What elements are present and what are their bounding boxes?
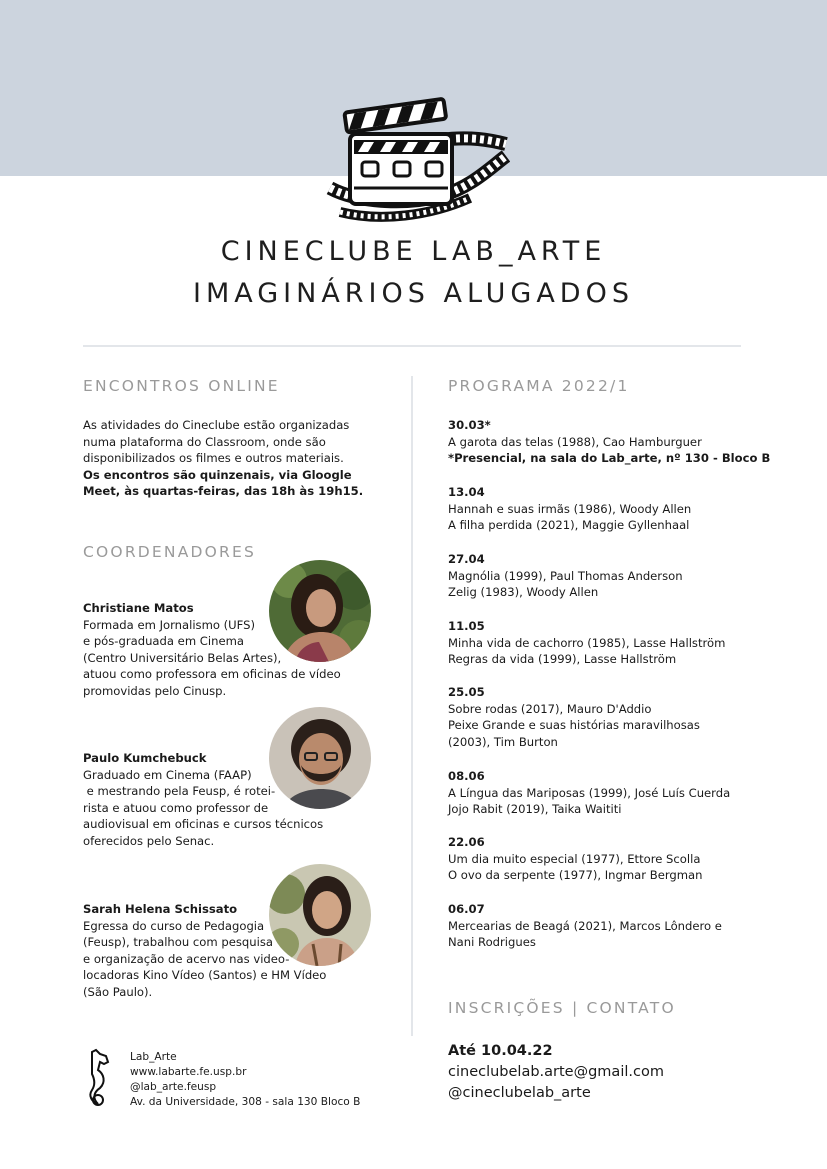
contact-email[interactable]: cineclubelab.arte@gmail.com xyxy=(448,1064,664,1080)
clapperboard-film-icon xyxy=(320,96,510,226)
lab-arte-horse-logo-icon xyxy=(86,1048,114,1108)
session-film: Peixe Grande e suas histórias maravilhosas xyxy=(448,718,700,732)
coordinator-name: Christiane Matos xyxy=(83,601,194,615)
session-film: O ovo da serpente (1977), Ingmar Bergman xyxy=(448,868,703,882)
session-date: 11.05 xyxy=(448,619,485,633)
coordenadores-heading: COORDENADORES xyxy=(83,543,257,561)
coordinator-bio-line: e organização de acervo nas video- xyxy=(83,951,290,966)
session-film: Sobre rodas (2017), Mauro D'Addio xyxy=(448,701,652,716)
contact-block xyxy=(448,1041,664,1104)
footer-address: Av. da Universidade, 308 - sala 130 Bloco B xyxy=(130,1096,361,1108)
program-session xyxy=(448,684,778,750)
horizontal-divider xyxy=(83,345,741,347)
program-session xyxy=(448,551,778,601)
session-date: 22.06 xyxy=(448,835,485,849)
programa-heading: PROGRAMA 2022/1 xyxy=(448,377,630,395)
session-film: Hannah e suas irmãs (1986), Woody Allen xyxy=(448,501,692,516)
coordinator-bio-line: locadoras Kino Vídeo (Santos) e HM Vídeo xyxy=(83,968,327,982)
session-film: Regras da vida (1999), Lasse Hallström xyxy=(448,652,677,666)
coordinator-bio-line: oferecidos pelo Senac. xyxy=(83,833,215,848)
session-note: *Presencial, na sala do Lab_arte, nº 130 - Bloco B xyxy=(448,451,771,465)
coordinator-bio-line: audiovisual em oficinas e cursos técnicos xyxy=(83,817,324,831)
session-film: A filha perdida (2021), Maggie Gyllenhaal xyxy=(448,518,690,532)
coordinator-bio-line: Formada em Jornalismo (UFS) xyxy=(83,617,256,632)
footer-website[interactable]: www.labarte.fe.usp.br xyxy=(130,1066,247,1078)
coordinator-bio-line: (Centro Universitário Belas Artes), xyxy=(83,650,282,665)
session-film: A garota das telas (1988), Cao Hamburguer xyxy=(448,434,702,449)
coordinator-sarah xyxy=(83,901,403,1000)
page-title: CINECLUBE LAB_ARTE xyxy=(220,236,607,267)
session-film: Nani Rodrigues xyxy=(448,935,536,949)
coordinator-name: Paulo Kumchebuck xyxy=(83,751,207,765)
coordinator-bio-line: Egressa do curso de Pedagogia xyxy=(83,918,265,933)
encontros-text xyxy=(83,417,403,500)
program-session xyxy=(448,834,778,884)
coordinator-bio-line: (São Paulo). xyxy=(83,984,153,999)
session-date: 30.03* xyxy=(448,418,491,432)
page-subtitle: IMAGINÁRIOS ALUGADOS xyxy=(192,278,634,309)
coordinator-name: Sarah Helena Schissato xyxy=(83,902,238,916)
vertical-divider xyxy=(411,376,413,1036)
session-film: (2003), Tim Burton xyxy=(448,734,558,749)
inscricoes-heading: INSCRIÇÕES | CONTATO xyxy=(448,999,676,1017)
session-film: Magnólia (1999), Paul Thomas Anderson xyxy=(448,568,683,583)
coordinator-bio-line: e pós-graduada em Cinema xyxy=(83,634,244,648)
encontros-bold-line: Meet, às quartas-feiras, das 18h às 19h15. xyxy=(83,484,364,498)
encontros-line: disponibilizados os filmes e outros materiais. xyxy=(83,451,344,465)
session-date: 27.04 xyxy=(448,552,485,566)
coordinator-bio-line: (Feusp), trabalhou com pesquisa xyxy=(83,935,273,949)
session-date: 25.05 xyxy=(448,685,485,699)
coordinator-bio-line: promovidas pelo Cinusp. xyxy=(83,683,227,698)
coordinator-bio-line: atuou como professora em oficinas de vídeo xyxy=(83,667,341,681)
encontros-line: numa plataforma do Classroom, onde são xyxy=(83,434,326,449)
program-session xyxy=(448,417,778,467)
session-film: A Língua das Mariposas (1999), José Luís Cuerda xyxy=(448,785,731,800)
program-session xyxy=(448,618,778,668)
program-session xyxy=(448,768,778,818)
session-film: Mercearias de Beagá (2021), Marcos Lôndero e xyxy=(448,918,722,933)
encontros-bold-line: Os encontros são quinzenais, via Gloogle xyxy=(83,467,352,482)
encontros-line: As atividades do Cineclube estão organizadas xyxy=(83,418,350,432)
footer-instagram[interactable]: @lab_arte.feusp xyxy=(130,1081,217,1093)
session-film: Zelig (1983), Woody Allen xyxy=(448,585,599,599)
footer-info xyxy=(130,1050,360,1110)
coordinator-paulo xyxy=(83,750,403,849)
program-session xyxy=(448,484,778,534)
session-film: Um dia muito especial (1977), Ettore Scolla xyxy=(448,851,701,866)
coordinator-christiane xyxy=(83,600,403,699)
footer-org: Lab_Arte xyxy=(130,1051,177,1063)
registration-deadline: Até 10.04.22 xyxy=(448,1043,553,1059)
program-session xyxy=(448,901,778,951)
coordinator-bio-line: rista e atuou como professor de xyxy=(83,800,269,815)
coordinator-bio-line: Graduado em Cinema (FAAP) xyxy=(83,767,252,782)
coordinator-bio-line: e mestrando pela Feusp, é rotei- xyxy=(83,784,276,798)
session-date: 06.07 xyxy=(448,902,485,916)
encontros-heading: ENCONTROS ONLINE xyxy=(83,377,280,395)
session-date: 13.04 xyxy=(448,485,485,499)
contact-instagram[interactable]: @cineclubelab_arte xyxy=(448,1085,591,1101)
session-film: Minha vida de cachorro (1985), Lasse Hallström xyxy=(448,635,726,650)
session-date: 08.06 xyxy=(448,769,485,783)
session-film: Jojo Rabit (2019), Taika Waititi xyxy=(448,802,622,816)
